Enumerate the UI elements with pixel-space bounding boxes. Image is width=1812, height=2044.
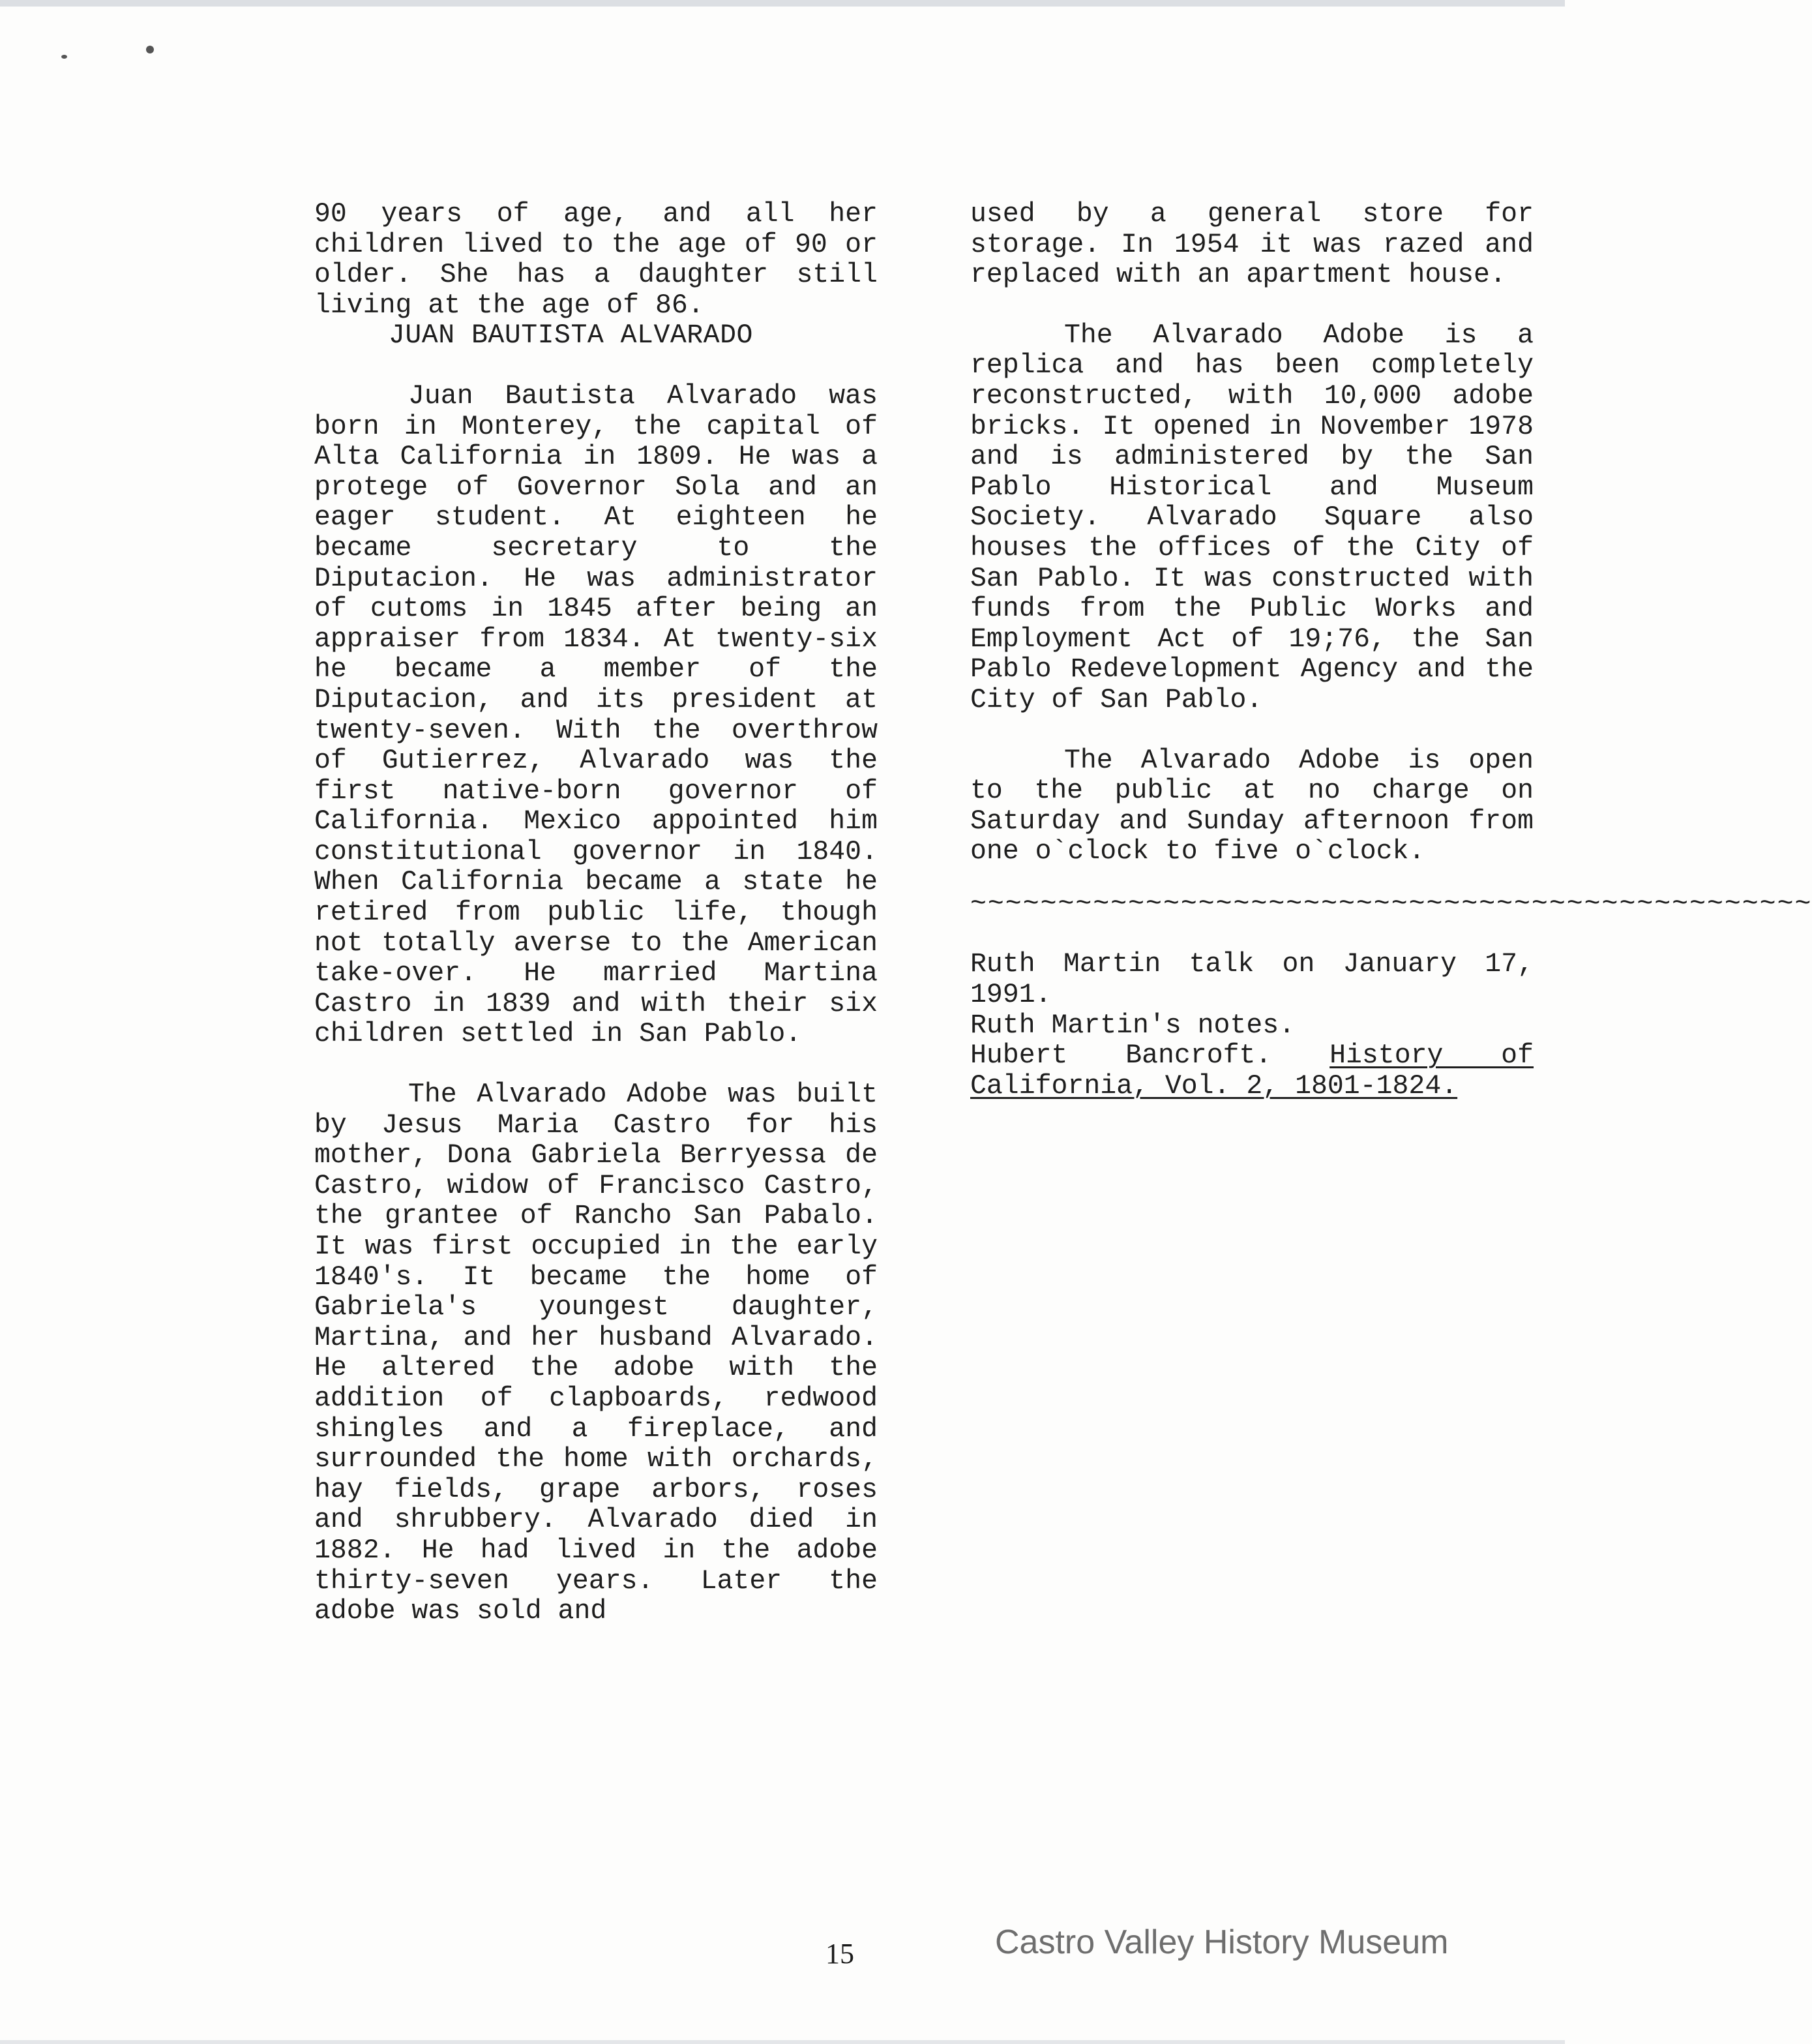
scan-speck	[146, 46, 154, 53]
references	[970, 950, 1534, 1102]
paragraph: The Alvarado Adobe is open to the public at no charge on Saturday and Sunday afternoon from one o`clock to five o`clock.	[970, 745, 1534, 867]
separator-line: ~~~~~~~~~~~~~~~~~~~~~~~~~~~~~~~~~~~~~~~~~~~~~~~~	[970, 888, 1812, 920]
paragraph: Juan Bautista Alvarado was born in Monterey, the capital of Alta California in 1809. He was a protege of Governor Sola and an eager student. At eighteen he became secretary to the Diputacion. He was administrator of cutoms in 1845 after being an appraiser from 1834. At twenty-six he became a member of the Diputacion, and its president at twenty-seven. With the overthrow of Gutierrez, Alvarado was the first native-born governor of California. Mexico appointed him constitutional governor in 1840. When California became a state he retired from public life, though not totally averse to the American take-over. He married Martina Castro in 1839 and with their six children settled in San Pablo.	[314, 380, 878, 1050]
scan-bottom-edge	[0, 2040, 1565, 2044]
reference-line: Ruth Martin talk on January 17, 1991.	[970, 949, 1534, 1011]
reference-line: Ruth Martin's notes.	[970, 1010, 1296, 1041]
reference-author: Hubert Bancroft.	[970, 1040, 1330, 1072]
section-heading: JUAN BAUTISTA ALVARADO	[389, 320, 753, 352]
left-column	[314, 200, 878, 1627]
scan-top-edge	[0, 0, 1565, 7]
right-column	[970, 199, 1812, 1102]
reference-line	[970, 1041, 1534, 1102]
paragraph: 90 years of age, and all her children lived to the age of 90 or older. She has a daughter still living at the age of 86.	[314, 199, 878, 321]
watermark: Castro Valley History Museum	[995, 1923, 1449, 1961]
paragraph: The Alvarado Adobe is a replica and has been completely reconstructed, with 10,000 adobe bricks. It opened in November 1978 and is administered by the San Pablo Historical and Museum Society. Alvarado Square also houses the offices of the City of San Pablo. It was constructed with funds from the Public Works and Employment Act of 19;76, the San Pablo Redevelopment Agency and the City of San Pablo.	[970, 320, 1534, 715]
scan-speck	[61, 55, 67, 59]
page-number: 15	[825, 1938, 854, 1970]
reference-title: History of California, Vol. 2, 1801-1824.	[970, 1040, 1534, 1102]
paragraph: The Alvarado Adobe was built by Jesus Maria Castro for his mother, Dona Gabriela Berryessa de Castro, widow of Francisco Castro, the grantee of Rancho San Pabalo. It was first occupied in the early 1840's. It became the home of Gabriela's youngest daughter, Martina, and her husband Alvarado. He altered the adobe with the addition of clapboards, redwood shingles and a fireplace, and surrounded the home with orchards, hay fields, grape arbors, roses and shrubbery. Alvarado died in 1882. He had lived in the adobe thirty-seven years. Later the adobe was sold and	[314, 1079, 878, 1627]
paragraph: used by a general store for storage. In 1954 it was razed and replaced with an apartment house.	[970, 199, 1534, 291]
